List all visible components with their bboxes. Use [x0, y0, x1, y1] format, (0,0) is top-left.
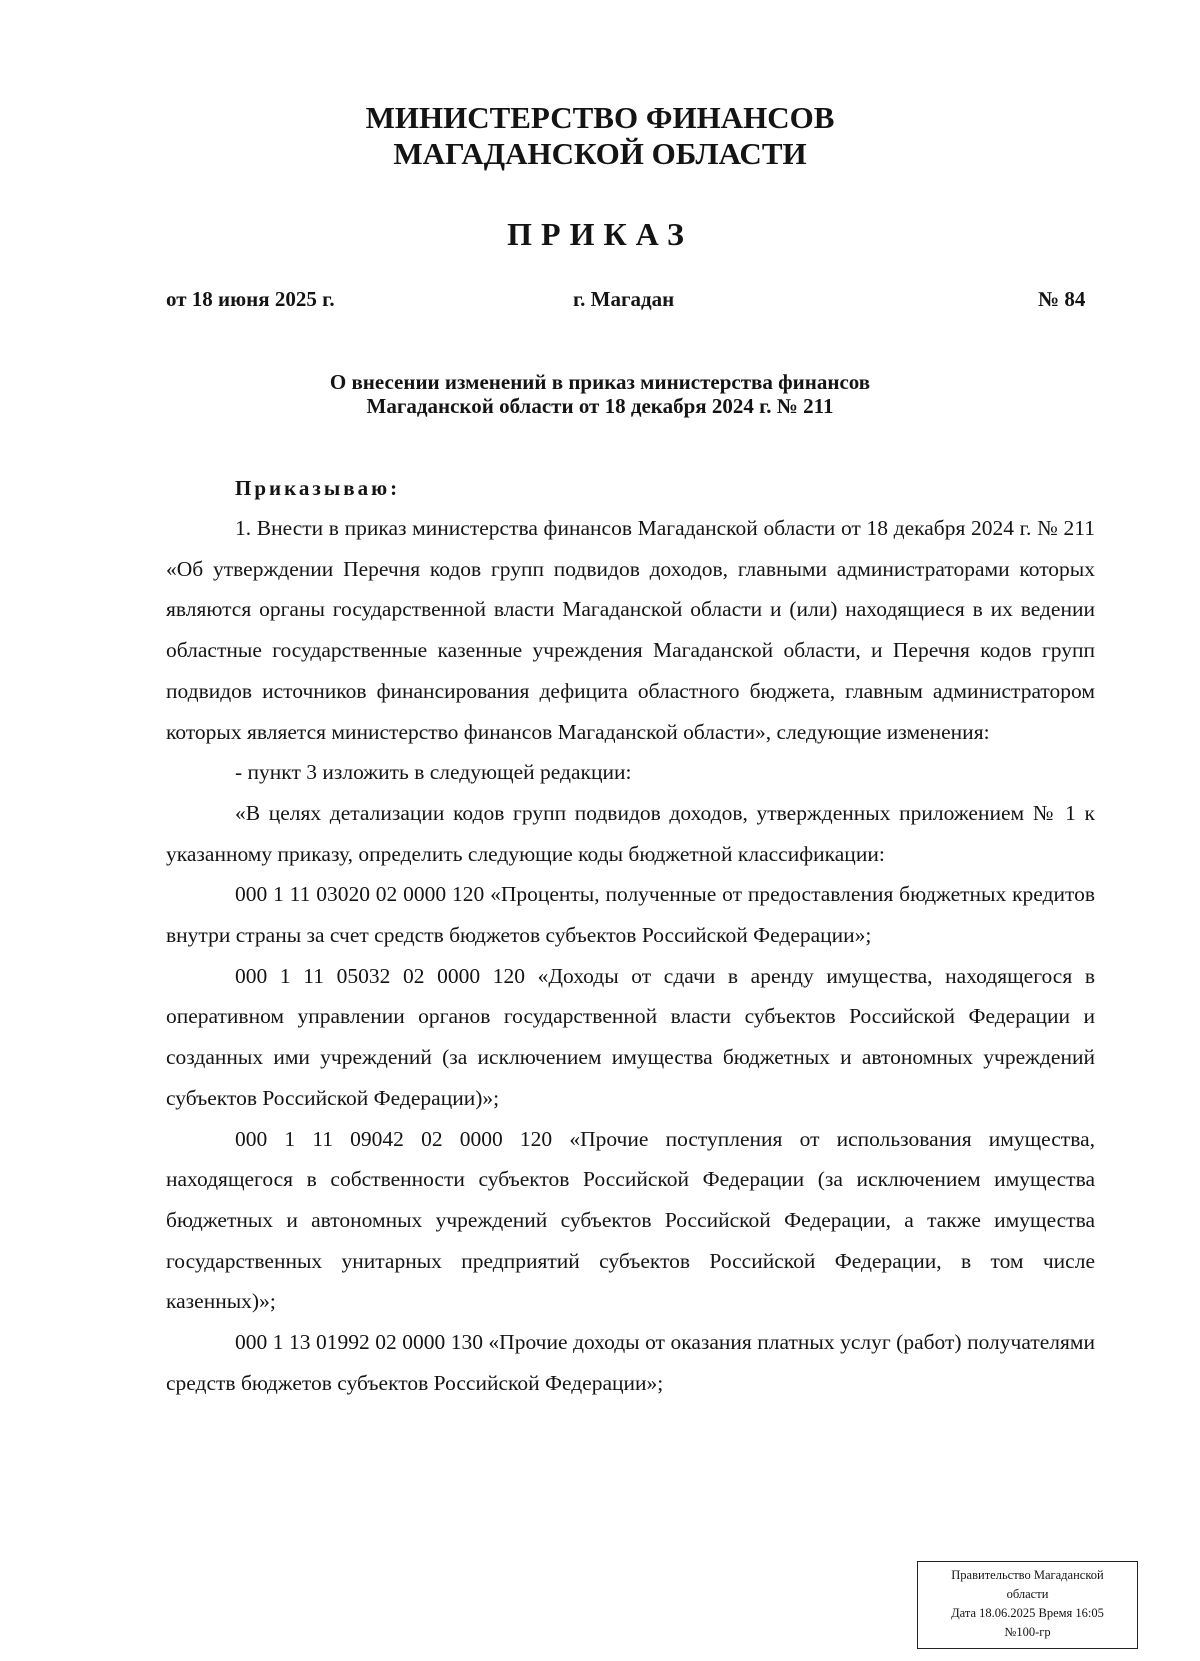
registration-stamp [917, 1561, 1138, 1649]
document-type-title: ПРИКАЗ [507, 216, 693, 252]
document-body [166, 508, 1095, 1403]
ministry-name-line-2: МАГАДАНСКОЙ ОБЛАСТИ [393, 136, 807, 171]
order-date: от 18 июня 2025 г. [166, 287, 335, 311]
stamp-line-3: Дата 18.06.2025 Время 16:05 [951, 1606, 1104, 1620]
stamp-line-4: №100-гр [1004, 1625, 1051, 1639]
body-paragraph: 000 1 13 01992 02 0000 130 «Прочие доходы от оказания платных услуг (работ) получателями средств бюджетов субъектов Российской Федерации»; [166, 1330, 1095, 1395]
body-paragraph: - пункт 3 изложить в следующей редакции: [235, 760, 632, 785]
order-subject-line-1: О внесении изменений в приказ министерства финансов [329, 370, 871, 394]
order-subject [0, 370, 1200, 418]
body-paragraph: 000 1 11 09042 02 0000 120 «Прочие поступления от использования имущества, находящегося в собственности субъектов Российской Федерации (за исключением имущества бюджетных и автономных учреждений субъектов Российской Федерации, а также имущества государственных унитарных предприятий субъектов Российской Федерации, в том числе казенных)»; [166, 1126, 1095, 1314]
stamp-line-2: области [1006, 1587, 1049, 1601]
order-subject-line-2: Магаданской области от 18 декабря 2024 г. № 211 [366, 394, 834, 418]
order-number: № 84 [1038, 287, 1086, 311]
stamp-line-1: Правительство Магаданской [951, 1568, 1104, 1582]
body-paragraph: 1. Внести в приказ министерства финансов Магаданской области от 18 декабря 2024 г. № 211 «Об утверждении Перечня кодов групп подвидов доходов, главными администраторами которых являются органы государственной власти Магаданской области и (или) находящиеся в их ведении областные государственные казенные учреждения Магаданской области, и Перечня кодов групп подвидов источников финансирования дефицита областного бюджета, главным администратором которых является министерство финансов Магаданской области», следующие изменения: [166, 516, 1095, 744]
ministry-name [0, 100, 1200, 172]
body-paragraph: «В целях детализации кодов групп подвидов доходов, утвержденных приложением № 1 к указанному приказу, определить следующие коды бюджетной классификации: [166, 800, 1095, 866]
body-paragraph: 000 1 11 03020 02 0000 120 «Проценты, полученные от предоставления бюджетных кредитов внутри страны за счет средств бюджетов субъектов Российской Федерации»; [166, 882, 1095, 948]
ministry-name-line-1: МИНИСТЕРСТВО ФИНАНСОВ [365, 100, 835, 135]
order-city: г. Магадан [573, 287, 675, 311]
body-paragraph: 000 1 11 05032 02 0000 120 «Доходы от сдачи в аренду имущества, находящегося в оперативном управлении органов государственной власти субъектов Российской Федерации и созданных ими учреждений (за исключением имущества бюджетных и автономных учреждений субъектов Российской Федерации)»; [166, 963, 1095, 1110]
decree-word: Приказываю: [235, 476, 401, 500]
